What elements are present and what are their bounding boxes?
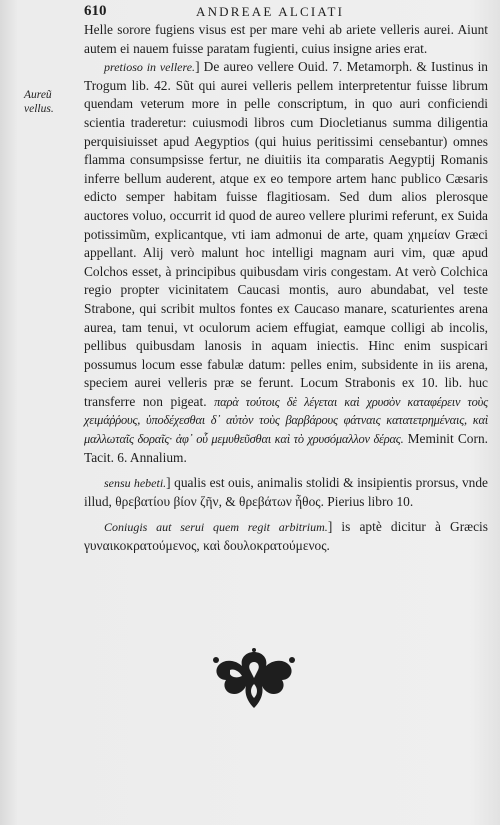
header-title: ANDREAE ALCIATI [196, 4, 345, 19]
paragraph-gap [84, 511, 488, 518]
commentary-text [84, 21, 488, 556]
paragraph-text: Helle sorore fugiens visus est per mare vehi ab ariete velleris aurei. Aiunt autem ei nauem fuisse paratam fugienti, cuius insigne aries erat. [84, 22, 488, 56]
margin-note: Aureũ vellus. [24, 89, 54, 115]
paragraph-text: ] is aptè dicitur à Græcis γυναικοκρατούμενος, καὶ δουλοκρατούμενος. [84, 519, 488, 554]
running-head [84, 3, 484, 23]
paragraph-gap [84, 467, 488, 474]
paragraph-vellere [84, 58, 488, 467]
paragraph-after: Meminit Corn. Tacit. 6. Annalium. [84, 431, 488, 465]
paragraph-sensu [84, 474, 488, 511]
fleuron-ornament-icon [210, 648, 298, 712]
paragraph-coniugis [84, 518, 488, 555]
lemma: Coniugis aut serui quem regit arbitrium. [104, 520, 328, 535]
paragraph-text: ] De aureo vellere Ouid. 7. Metamorph. & Iustinus in Trogum lib. 42. Sũt qui aurei velleris pellem interpretentur fuisse librum quendam veterum more in pelle conscriptum, in quo auri conficiendi scientia traderetur: cuiusmodi libros cum Diocletianus summa diligentia perquisiuisset apud Aegyptios (qui huius peritissimi censebantur) omnes flamma consumpsisse fertur, ne diuitiis ita comparatis Aegyptij Romanis inferre bellum auderent, atque ex eo tempore artem hanc publico Cæsaris edicto semper habitam fuisse flagitiosam. Sed dum alios plerosque auctores voluo, occurrit id quod de aureo vellere plurimi referunt, ex Suida potissimũm, explicantque, vti iam admonui de arte, quam χημείαν Græci appellant. Alij verò malunt hoc intelligi magnam auri vim, quæ apud Colchos esset, à principibus quibusdam viris congestam. At verò Colchica regio propter vicinitatem Caucasi montis, auro abundabat, vel teste Strabone, qui scribit multos fontes ex Caucaso manare, scaturientes arena aurea, tam tenui, vt oculorum aciem effugiat, eamque colligi ab incolis, pellibus quibusdam lanosis in aquam iniectis. Hinc enim suspicari possumus locum esse fabulæ datum: pelles enim, subsidente in iis arena, speciem aurei velleris præ se ferunt. Locum Strabonis ex 10. lib. huc transferre non pigeat. [84, 59, 488, 409]
paragraph-helle [84, 21, 488, 58]
greek-quotation: παρὰ τούτοις δὲ λέγεται καὶ χρυσὸν καταφέρειν τοὺς χειμάῤῥους, ὑποδέχεσθαι δ᾽ αὐτὸν τοὺς βαρβάρους φάτναις κατατετρημέναις, καὶ μαλλωταῖς δοραῖς· ἀφ᾽ οὗ μεμυθεῦσθαι καὶ τὸ χρυσόμαλλον δέρας. [84, 394, 488, 447]
lemma: sensu hebeti. [104, 476, 167, 491]
paragraph-text: ] qualis est ouis, animalis stolidi & insipientis prorsus, vnde illud, θρεβατίου βίον ζῆν, & θρεβάτων ἦθος. Pierius libro 10. [84, 475, 488, 509]
lemma: pretioso in vellere. [104, 60, 196, 75]
page-number: 610 [84, 3, 107, 19]
